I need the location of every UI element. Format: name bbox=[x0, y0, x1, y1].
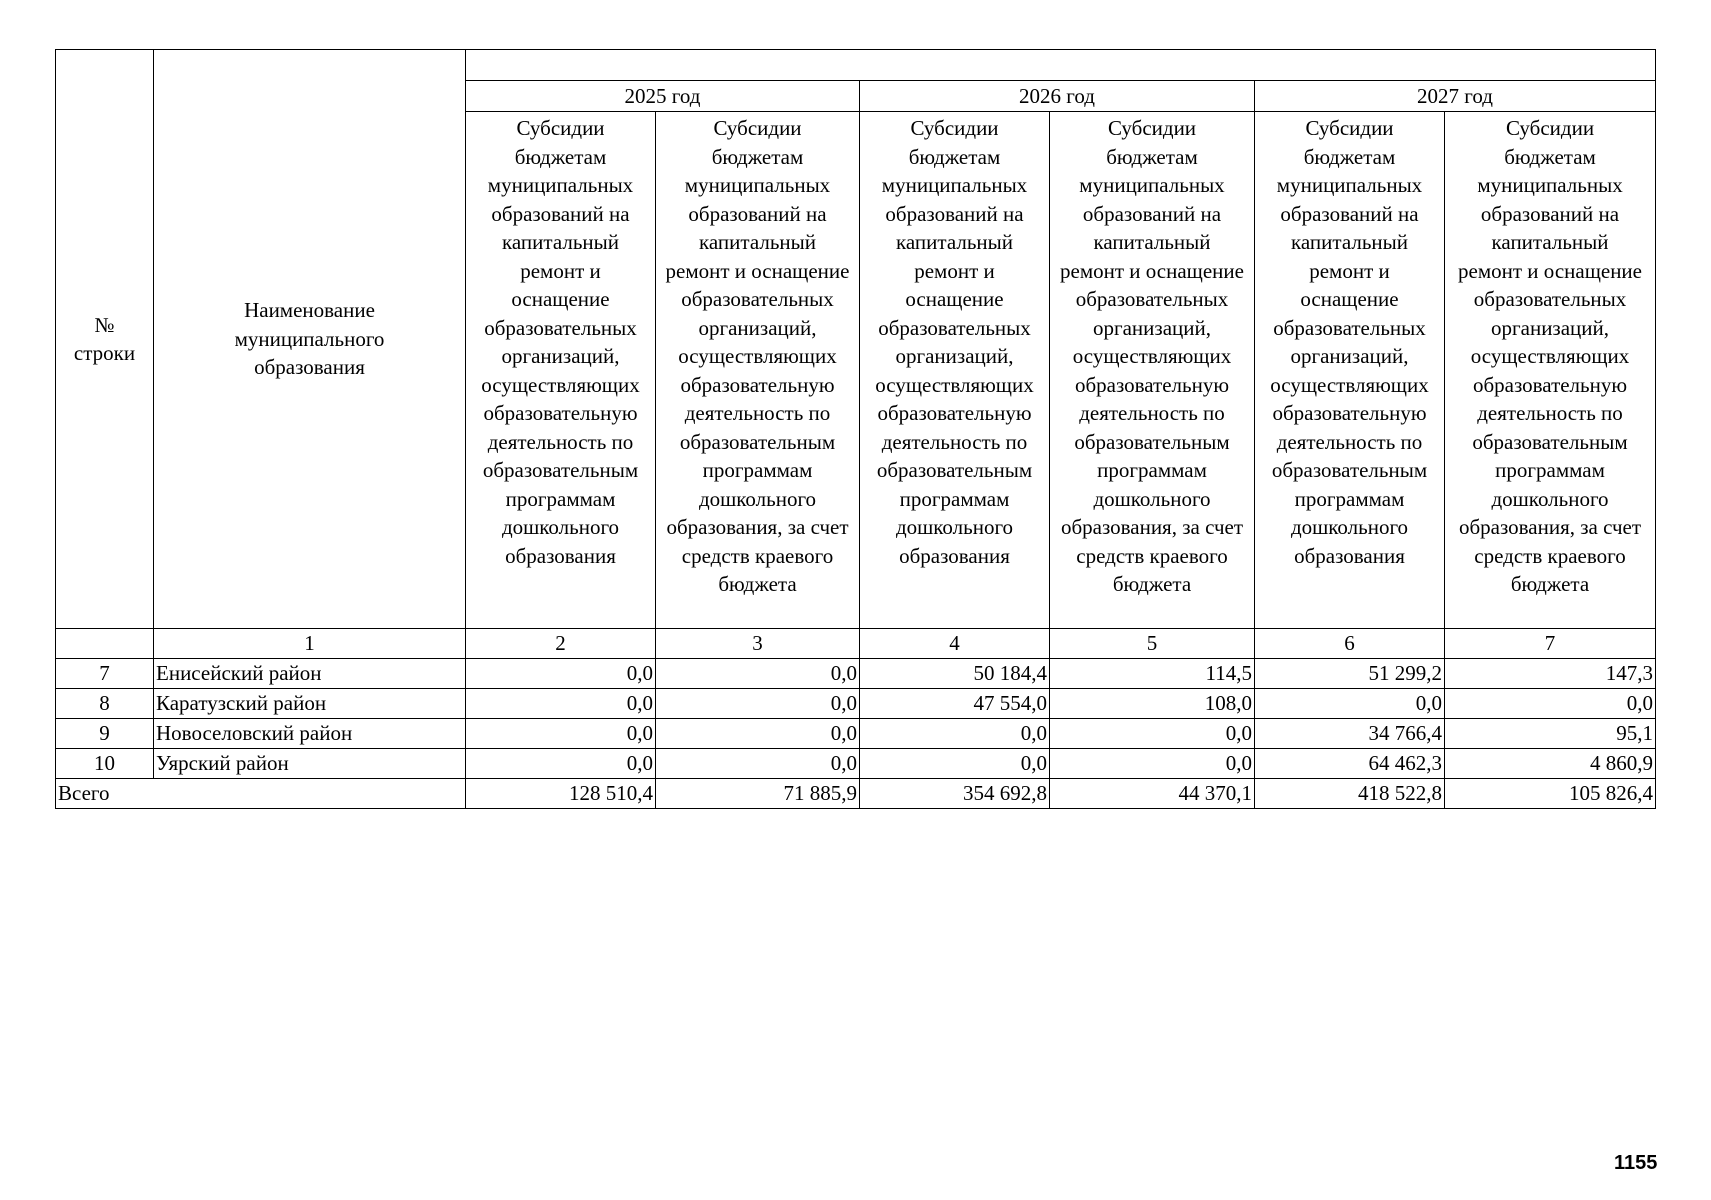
column-number-0 bbox=[56, 629, 154, 659]
column-header-line: дошкольного bbox=[1093, 486, 1211, 511]
table-row bbox=[56, 688, 1656, 718]
column-header-line: Субсидии bbox=[1107, 116, 1197, 140]
value-cell: 0,0 bbox=[466, 748, 656, 778]
column-header-line: программам bbox=[899, 486, 1010, 511]
table-body bbox=[56, 658, 1656, 808]
column-header-line: бюджета bbox=[1510, 572, 1590, 596]
total-value-cell: 354 692,8 bbox=[860, 778, 1050, 808]
column-header-line: средств краевого bbox=[681, 543, 834, 568]
value-cell: 108,0 bbox=[1050, 688, 1255, 718]
column-header-line: капитальный bbox=[896, 230, 1013, 254]
total-value-cell: 44 370,1 bbox=[1050, 778, 1255, 808]
municipality-name: Уярский район bbox=[154, 748, 466, 778]
table-row bbox=[56, 748, 1656, 778]
column-header-line: капитальный bbox=[1093, 230, 1211, 254]
column-header-line: оснащение bbox=[1300, 287, 1399, 311]
column-header-line: образовательным bbox=[482, 458, 639, 482]
column-header-line: образований на bbox=[491, 201, 630, 226]
value-cell: 64 462,3 bbox=[1255, 748, 1445, 778]
column-header-line: образовательных bbox=[1473, 287, 1627, 311]
column-header-line: программам bbox=[1495, 458, 1605, 482]
column-header-line: осуществляющих bbox=[1270, 372, 1429, 397]
column-header-line: муниципальных bbox=[487, 173, 634, 197]
municipality-name: Енисейский район bbox=[154, 658, 466, 688]
column-header-line: организаций, bbox=[1093, 315, 1211, 340]
column-header-line: капитальный bbox=[1491, 230, 1609, 254]
column-header-line: образовательных bbox=[1075, 287, 1229, 311]
row-number: 8 bbox=[56, 688, 154, 718]
column-header-line: программам bbox=[505, 486, 616, 511]
column-header-line: муниципальных bbox=[881, 173, 1028, 197]
header-row-top bbox=[56, 50, 1656, 81]
value-cell: 0,0 bbox=[1445, 688, 1656, 718]
column-header-line: бюджетам bbox=[908, 144, 1001, 169]
column-header-line: образования bbox=[505, 543, 616, 568]
row-number: 9 bbox=[56, 718, 154, 748]
column-header-line: образовательным bbox=[1074, 429, 1230, 454]
column-header-line: образований на bbox=[1280, 201, 1419, 226]
municipality-name: Новоселовский район bbox=[154, 718, 466, 748]
total-label: Всего bbox=[56, 778, 466, 808]
column-header-line: образовательную bbox=[680, 372, 835, 397]
value-cell: 0,0 bbox=[466, 718, 656, 748]
table-row bbox=[56, 658, 1656, 688]
column-header-line: осуществляющих bbox=[1072, 344, 1232, 368]
column-header-line: деятельность по bbox=[487, 429, 634, 454]
column-header-line: организаций, bbox=[1290, 344, 1409, 368]
municipality-header: Наименование муниципального образования bbox=[154, 50, 466, 629]
value-cell: 0,0 bbox=[1050, 748, 1255, 778]
value-cell: 50 184,4 bbox=[860, 658, 1050, 688]
column-header-line: образовательным bbox=[876, 458, 1033, 482]
column-number-row bbox=[56, 629, 1656, 659]
total-value-cell: 128 510,4 bbox=[466, 778, 656, 808]
value-cell: 147,3 bbox=[1445, 658, 1656, 688]
column-number-4: 4 bbox=[860, 629, 1050, 659]
column-header-line: бюджетам bbox=[711, 144, 804, 169]
column-header-line: образовательным bbox=[1472, 429, 1628, 454]
column-header-line: образования, за счет bbox=[1458, 515, 1642, 539]
column-header-line: деятельность по bbox=[1079, 401, 1225, 425]
column-header-line: организаций, bbox=[501, 344, 620, 368]
column-header-line: образовательную bbox=[483, 401, 638, 425]
subsidies-table bbox=[55, 49, 1656, 809]
column-header-5 bbox=[1050, 112, 1255, 629]
column-header-line: деятельность по bbox=[684, 401, 831, 425]
value-cell: 34 766,4 bbox=[1255, 718, 1445, 748]
value-cell: 0,0 bbox=[656, 658, 860, 688]
column-header-line: образований на bbox=[885, 201, 1024, 226]
column-header-line: образования, за счет bbox=[666, 515, 849, 539]
column-header-line: организаций, bbox=[895, 344, 1014, 368]
column-header-line: деятельность по bbox=[1477, 401, 1623, 425]
value-cell: 0,0 bbox=[656, 718, 860, 748]
column-number-5: 5 bbox=[1050, 629, 1255, 659]
column-header-line: средств краевого bbox=[1076, 543, 1228, 568]
value-cell: 4 860,9 bbox=[1445, 748, 1656, 778]
column-header-line: дошкольного bbox=[895, 515, 1014, 539]
column-header-line: капитальный bbox=[502, 230, 619, 254]
value-cell: 0,0 bbox=[860, 748, 1050, 778]
column-header-line: муниципальных bbox=[1276, 173, 1423, 197]
column-header-line: образовательным bbox=[679, 429, 836, 454]
column-number-3: 3 bbox=[656, 629, 860, 659]
year-2026-header: 2026 год bbox=[860, 81, 1255, 112]
total-row bbox=[56, 778, 1656, 808]
column-header-line: программам bbox=[1294, 486, 1405, 511]
column-header-line: образовательных bbox=[484, 315, 637, 340]
column-header-line: организаций, bbox=[698, 315, 817, 340]
column-header-line: программам bbox=[702, 458, 813, 482]
column-number-1: 1 bbox=[154, 629, 466, 659]
total-value-cell: 418 522,8 bbox=[1255, 778, 1445, 808]
column-header-line: осуществляющих bbox=[678, 344, 837, 368]
year-2027-header: 2027 год bbox=[1255, 81, 1656, 112]
row-number: 7 bbox=[56, 658, 154, 688]
column-header-line: средств краевого bbox=[1474, 543, 1626, 568]
column-header-line: дошкольного bbox=[1290, 515, 1409, 539]
column-header-line: образовательных bbox=[681, 287, 834, 311]
column-header-4 bbox=[860, 112, 1050, 629]
column-header-line: образовательную bbox=[1074, 372, 1230, 397]
value-cell: 0,0 bbox=[1050, 718, 1255, 748]
column-header-line: ремонт и оснащение bbox=[665, 258, 850, 283]
header-blank-cell bbox=[466, 50, 1656, 81]
column-header-line: осуществляющих bbox=[481, 372, 640, 397]
total-value-cell: 105 826,4 bbox=[1445, 778, 1656, 808]
column-header-line: дошкольного bbox=[501, 515, 620, 539]
column-header-line: деятельность по bbox=[1276, 429, 1423, 454]
column-header-line: Субсидии bbox=[516, 116, 605, 140]
column-header-line: образования bbox=[1294, 543, 1405, 568]
column-header-line: программам bbox=[1097, 458, 1207, 482]
column-header-line: капитальный bbox=[699, 230, 816, 254]
column-header-line: образований на bbox=[1480, 201, 1620, 226]
value-cell: 51 299,2 bbox=[1255, 658, 1445, 688]
value-cell: 0,0 bbox=[656, 688, 860, 718]
column-number-7: 7 bbox=[1445, 629, 1656, 659]
column-header-line: образовательную bbox=[1472, 372, 1628, 397]
value-cell: 114,5 bbox=[1050, 658, 1255, 688]
column-header-line: ремонт и оснащение bbox=[1060, 258, 1244, 283]
column-header-line: дошкольного bbox=[1491, 486, 1609, 511]
column-header-line: организаций, bbox=[1491, 315, 1610, 340]
column-header-line: ремонт и bbox=[914, 258, 995, 283]
column-header-6 bbox=[1255, 112, 1445, 629]
value-cell: 0,0 bbox=[466, 688, 656, 718]
year-2025-header: 2025 год bbox=[466, 81, 860, 112]
column-header-3 bbox=[656, 112, 860, 629]
column-header-line: капитальный bbox=[1291, 230, 1408, 254]
column-header-line: ремонт и bbox=[520, 258, 601, 283]
total-value-cell: 71 885,9 bbox=[656, 778, 860, 808]
page-number: 1155 bbox=[1614, 1152, 1658, 1174]
column-header-line: образовательную bbox=[1272, 401, 1427, 425]
column-header-line: образований на bbox=[688, 201, 827, 226]
column-header-line: осуществляющих bbox=[1470, 344, 1630, 368]
column-header-line: бюджетам bbox=[1504, 144, 1596, 169]
column-header-line: муниципальных bbox=[1477, 173, 1623, 197]
value-cell: 0,0 bbox=[1255, 688, 1445, 718]
row-number-header: № строки bbox=[56, 50, 154, 629]
column-header-line: образовательным bbox=[1271, 458, 1428, 482]
column-header-line: ремонт и оснащение bbox=[1458, 258, 1642, 283]
column-header-line: бюджетам bbox=[1106, 144, 1198, 169]
column-header-line: оснащение bbox=[511, 287, 610, 311]
value-cell: 0,0 bbox=[860, 718, 1050, 748]
column-header-line: бюджетам bbox=[1303, 144, 1396, 169]
column-header-line: образования, за счет bbox=[1060, 515, 1244, 539]
column-header-line: ремонт и bbox=[1309, 258, 1390, 283]
column-header-line: дошкольного bbox=[698, 486, 817, 511]
column-header-2 bbox=[466, 112, 656, 629]
value-cell: 0,0 bbox=[656, 748, 860, 778]
column-header-line: Субсидии bbox=[713, 116, 802, 140]
column-header-line: деятельность по bbox=[881, 429, 1028, 454]
value-cell: 95,1 bbox=[1445, 718, 1656, 748]
column-header-line: Субсидии bbox=[1305, 116, 1394, 140]
column-header-line: образовательных bbox=[1273, 315, 1426, 340]
column-header-line: бюджетам bbox=[514, 144, 607, 169]
column-header-line: оснащение bbox=[905, 287, 1004, 311]
column-header-line: образования bbox=[899, 543, 1010, 568]
row-number: 10 bbox=[56, 748, 154, 778]
column-header-line: осуществляющих bbox=[875, 372, 1034, 397]
column-header-line: муниципальных bbox=[684, 173, 831, 197]
column-header-7 bbox=[1445, 112, 1656, 629]
column-header-line: Субсидии bbox=[910, 116, 999, 140]
column-header-line: образовательную bbox=[877, 401, 1032, 425]
column-header-line: Субсидии bbox=[1505, 116, 1595, 140]
column-header-line: бюджета bbox=[718, 572, 797, 596]
column-header-line: образовательных bbox=[878, 315, 1031, 340]
column-number-2: 2 bbox=[466, 629, 656, 659]
column-number-6: 6 bbox=[1255, 629, 1445, 659]
column-header-line: бюджета bbox=[1112, 572, 1192, 596]
municipality-name: Каратузский район bbox=[154, 688, 466, 718]
column-header-line: муниципальных bbox=[1079, 173, 1225, 197]
table-row bbox=[56, 718, 1656, 748]
value-cell: 47 554,0 bbox=[860, 688, 1050, 718]
value-cell: 0,0 bbox=[466, 658, 656, 688]
column-header-line: образований на bbox=[1082, 201, 1222, 226]
